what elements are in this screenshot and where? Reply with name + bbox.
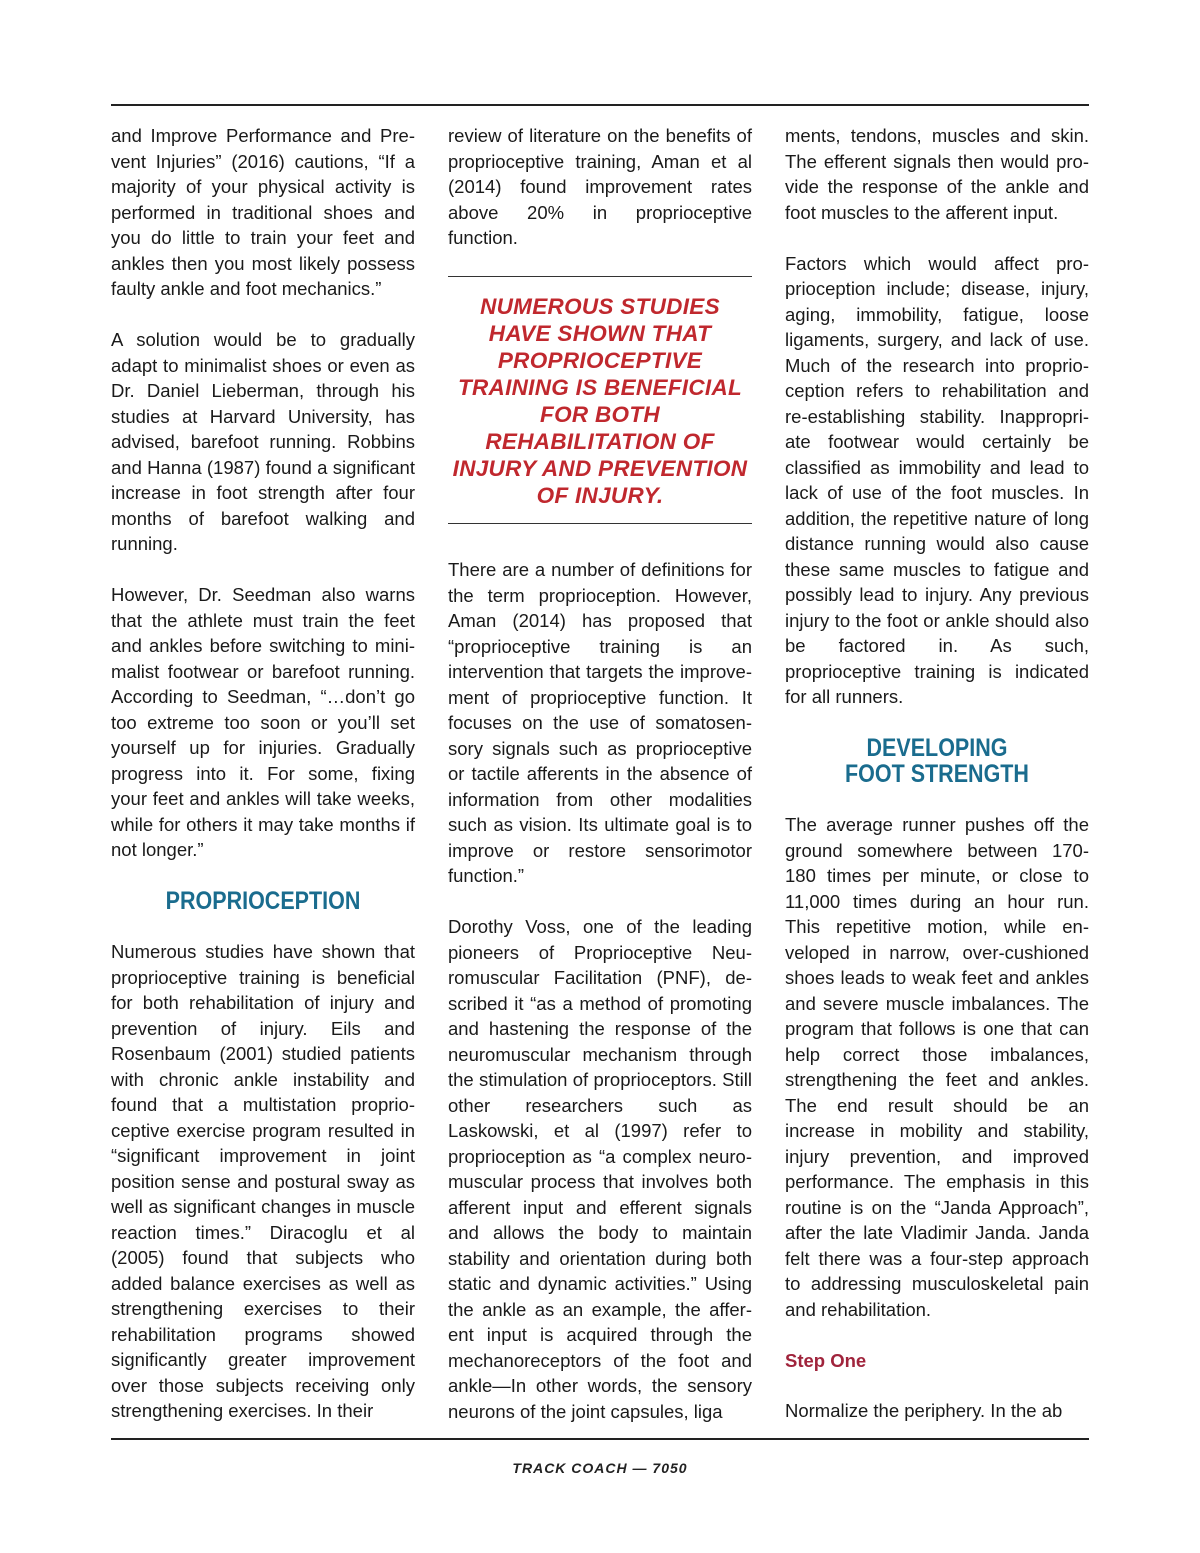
paragraph: Numerous studies have shown that proprioceptive training is beneficial for both rehabilitation of injury and prevention of injury. Eils and Rosenbaum (2001) studied patients with chronic ankle instability and found that a multistation proprioceptive exercise program resulted in “significant improvement in joint position sense and postural sway as well as significant changes in muscle reaction times.” Diracoglu et al (2005) found that subjects who added balance exercises as well as strengthening exercises to their rehabilitation programs showed significantly greater improvement over those subjects receiving only strengthening exercises. In their xyxy=(111,941,415,1421)
paragraph: and Improve Performance and Prevent Injuries” (2016) cautions, “If a majority of your physical activity is performed in traditional shoes and you do little to train your feet and ankles then you most likely possess faulty ankle and foot mechanics.” xyxy=(111,125,415,299)
paragraph: review of literature on the benefits of proprioceptive training, Aman et al (2014) found improvement rates above 20% in proprioceptive function. xyxy=(448,125,752,248)
page-footer: TRACK COACH — 7050 xyxy=(512,1460,688,1476)
column-2 xyxy=(448,123,752,1424)
paragraph: ments, tendons, muscles and skin. The efferent signals then would provide the response of the ankle and foot muscles to the afferent input. xyxy=(785,125,1089,223)
column-1 xyxy=(111,123,415,1424)
section-heading-proprioception: PROPRIOCEPTION xyxy=(165,887,361,915)
top-rule xyxy=(111,104,1089,106)
pull-quote: NUMEROUS STUDIES HAVE SHOWN THAT PROPRIOCEPTIVE TRAINING IS BENEFICIAL FOR BOTH REHABILITATION OF INJURY AND PREVENTION OF INJURY. xyxy=(452,294,748,508)
pullquote-bottom-rule xyxy=(448,523,752,524)
paragraph: Factors which would affect proprioception include; disease, injury, aging, immobility, fatigue, loose ligaments, surgery, and lack of use. Much of the research into proprioception refers to rehabilitation and re-establishing stability. Inappropriate footwear would certainly be classified as immobility and lead to lack of use of the foot muscles. In addition, the repetitive nature of long distance running would also cause these same muscles to fatigue and possibly lead to injury. Any previous injury to the foot or ankle should also be factored in. As such, proprioceptive training is indicated for all runners. xyxy=(785,252,1089,707)
paragraph: The average runner pushes off the ground somewhere between 170-180 times per minute, or close to 11,000 times during an hour run. This repetitive motion, while enveloped in narrow, over-cushioned shoes leads to weak feet and ankles and severe muscle imbalances. The program that follows is one that can help correct those imbalances, strengthening the feet and ankles. The end result should be an increase in mobility and stability, injury prevention, and improved performance. The emphasis in this routine is on the “Janda Approach”, after the late Vladimir Janda. Janda felt there was a four-step approach to addressing musculoskeletal pain and rehabilitation. xyxy=(785,814,1089,1320)
paragraph: Dorothy Voss, one of the leading pioneers of Proprioceptive Neuromuscular Facilitation (PNF), described it “as a method of promoting and hastening the response of the neuromuscular mechanism through the stimulation of proprioceptors. Still other researchers such as Laskowski, et al (1997) refer to proprioception as “a complex neuromuscular process that involves both afferent input and efferent signals and allows the body to maintain stability and orientation during both static and dynamic activities.” Using the ankle as an example, the afferent input is acquired through the mechanoreceptors of the foot and ankle—In other words, the sensory neurons of the joint capsules, liga xyxy=(448,916,752,1422)
step-label: Step One xyxy=(785,1349,867,1371)
paragraph: Normalize the periphery. In the ab xyxy=(785,1400,1063,1421)
paragraph: There are a number of definitions for the term proprioception. However, Aman (2014) has proposed that “proprioceptive training is an intervention that targets the improvement of proprioceptive function. It focuses on the use of somatosensory signals such as proprioceptive or tactile afferents in the absence of information from other modalities such as vision. Its ultimate goal is to improve or restore sensorimotor function.” xyxy=(448,559,752,886)
column-3 xyxy=(785,123,1089,1424)
section-heading-developing-foot-strength: DEVELOPING FOOT STRENGTH xyxy=(845,734,1029,788)
bottom-rule xyxy=(111,1438,1089,1440)
paragraph: A solution would be to gradually adapt to minimalist shoes or even as Dr. Daniel Lieberman, through his studies at Harvard University, has advised, barefoot running. Robbins and Hanna (1987) found a significant increase in foot strength after four months of barefoot walking and running. xyxy=(111,329,415,554)
paragraph: However, Dr. Seedman also warns that the athlete must train the feet and ankles before switching to minimalist footwear or barefoot running. According to Seedman, “…don’t go too extreme too soon or you’ll set yourself up for injuries. Gradually progress into it. For some, fixing your feet and ankles will take weeks, while for others it may take months if not longer.” xyxy=(111,584,415,860)
